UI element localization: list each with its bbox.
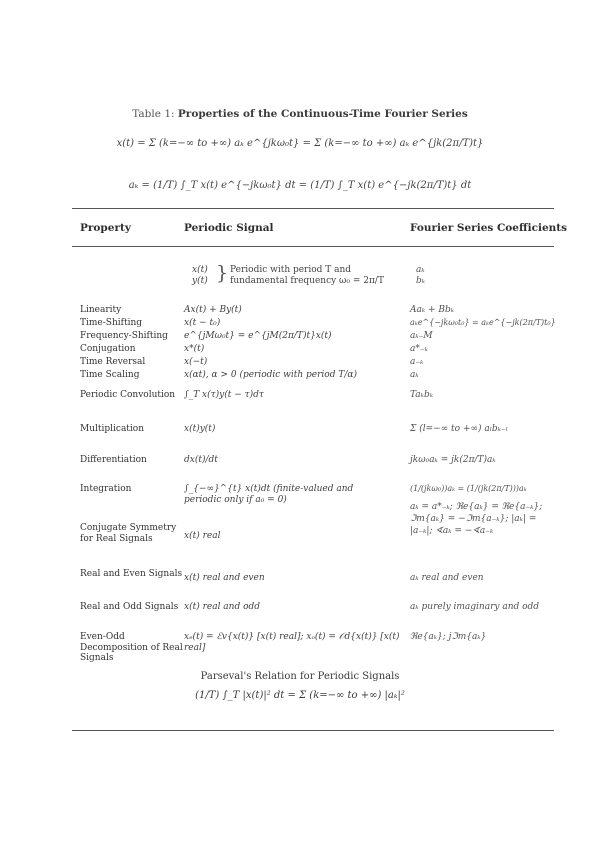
analysis-equation: aₖ = (1/T) ∫_T x(t) e^{−jkω₀t} dt = (1/T) ∫_T x(t) e^{−jk(2π/T)t} dt: [128, 180, 472, 191]
caption-label: Table 1:: [132, 108, 175, 120]
caption-title: Properties of the Continuous-Time Fourier Series: [177, 108, 468, 120]
signal-time-shifting: x(t − t₀): [184, 318, 221, 328]
coefficient-time-shifting: aₖe^{−jkω₀t₀} = aₖe^{−jk(2π/T)t₀}: [410, 318, 556, 327]
property-frequency-shifting: Frequency-Shifting: [80, 331, 168, 341]
signal-periodic-convolution: ∫_T x(τ)y(t − τ)dτ: [184, 390, 264, 400]
coefficient-periodic-convolution: Taₖbₖ: [410, 390, 433, 400]
parseval-title: Parseval's Relation for Periodic Signals: [200, 671, 400, 682]
parseval-equation: (1/T) ∫_T |x(t)|² dt = Σ (k=−∞ to +∞) |aₖ|²: [195, 690, 405, 701]
signal-multiplication: x(t)y(t): [184, 424, 216, 434]
signal-conjugate-symmetry: x(t) real: [184, 531, 221, 541]
coefficient-multiplication: Σ (l=−∞ to +∞) aₗbₖ₋ₗ: [410, 424, 508, 434]
signal-time-scaling: x(αt), α > 0 (periodic with period T/α): [184, 370, 357, 380]
coefficient-real-odd: aₖ purely imaginary and odd: [410, 602, 540, 612]
header-periodic-signal: Periodic Signal: [184, 222, 274, 234]
signal-frequency-shifting: e^{jMω₀t} = e^{jM(2π/T)t}x(t): [184, 331, 332, 341]
coefficient-integration: (1/(jkω₀))aₖ = (1/(jk(2π/T)))aₖ: [410, 484, 527, 493]
property-time-scaling: Time Scaling: [80, 370, 140, 380]
signal-linearity: Ax(t) + By(t): [184, 305, 242, 315]
header-fourier-coefficients: Fourier Series Coefficients: [410, 222, 568, 234]
property-integration: Integration: [80, 484, 132, 494]
intro-coefficient-a: aₖ: [416, 265, 425, 275]
property-differentiation: Differentiation: [80, 455, 147, 465]
coefficient-even-odd-decomposition: ℜe{aₖ}; jℑm{aₖ}: [410, 632, 487, 642]
signal-conjugation: x*(t): [184, 344, 205, 354]
property-real-even: Real and Even Signals: [80, 569, 183, 579]
header-rule: [72, 246, 554, 247]
signal-real-even: x(t) real and even: [184, 573, 265, 583]
property-real-odd: Real and Odd Signals: [80, 602, 179, 612]
signal-even-odd-decomposition: xₑ(t) = ℰv{x(t)} [x(t) real]; xₒ(t) = 𝒪d{x(t)} [x(t) real]: [184, 632, 400, 653]
property-even-odd-decomposition: Even-Odd Decomposition of Real Signals: [80, 632, 183, 663]
intro-brace: }: [216, 262, 229, 284]
table-caption: [0, 108, 600, 120]
property-time-reversal: Time Reversal: [80, 357, 146, 367]
synthesis-equation: x(t) = Σ (k=−∞ to +∞) aₖ e^{jkω₀t} = Σ (k=−∞ to +∞) aₖ e^{jk(2π/T)t}: [116, 138, 484, 149]
signal-real-odd: x(t) real and odd: [184, 602, 261, 612]
property-periodic-convolution: Periodic Convolution: [80, 390, 176, 400]
coefficient-frequency-shifting: aₖ₋M: [410, 331, 433, 341]
coefficient-conjugation: a*₋ₖ: [410, 344, 428, 354]
coefficient-time-reversal: a₋ₖ: [410, 357, 424, 367]
intro-description-frequency: fundamental frequency ω₀ = 2π/T: [230, 275, 384, 286]
coefficient-linearity: Aaₖ + Bbₖ: [410, 305, 455, 315]
intro-signal-x: x(t): [192, 265, 208, 275]
property-multiplication: Multiplication: [80, 424, 145, 434]
intro-coefficient-b: bₖ: [416, 275, 426, 286]
coefficient-time-scaling: aₖ: [410, 370, 419, 380]
property-conjugation: Conjugation: [80, 344, 136, 354]
coefficient-real-even: aₖ real and even: [410, 573, 484, 583]
signal-differentiation: dx(t)/dt: [184, 455, 218, 465]
property-linearity: Linearity: [80, 305, 122, 315]
intro-description-period: Periodic with period T and: [230, 265, 352, 275]
coefficient-differentiation: jkω₀aₖ = jk(2π/T)aₖ: [410, 455, 496, 465]
property-time-shifting: Time-Shifting: [80, 318, 143, 328]
intro-signal-y: y(t): [192, 275, 208, 286]
header-property: Property: [80, 222, 131, 234]
top-rule: [72, 208, 554, 209]
coefficient-conjugate-symmetry: aₖ = a*₋ₖ; ℜe{aₖ} = ℜe{a₋ₖ}; ℑm{aₖ} = −ℑm{a₋ₖ}; |aₖ| = |a₋ₖ|; ∢aₖ = −∢a₋ₖ: [410, 502, 543, 536]
bottom-rule: [72, 730, 554, 731]
signal-integration: ∫_{−∞}^{t} x(t)dt (finite-valued and periodic only if a₀ = 0): [184, 484, 354, 505]
property-conjugate-symmetry: Conjugate Symmetry for Real Signals: [80, 523, 177, 544]
signal-time-reversal: x(−t): [184, 357, 208, 367]
